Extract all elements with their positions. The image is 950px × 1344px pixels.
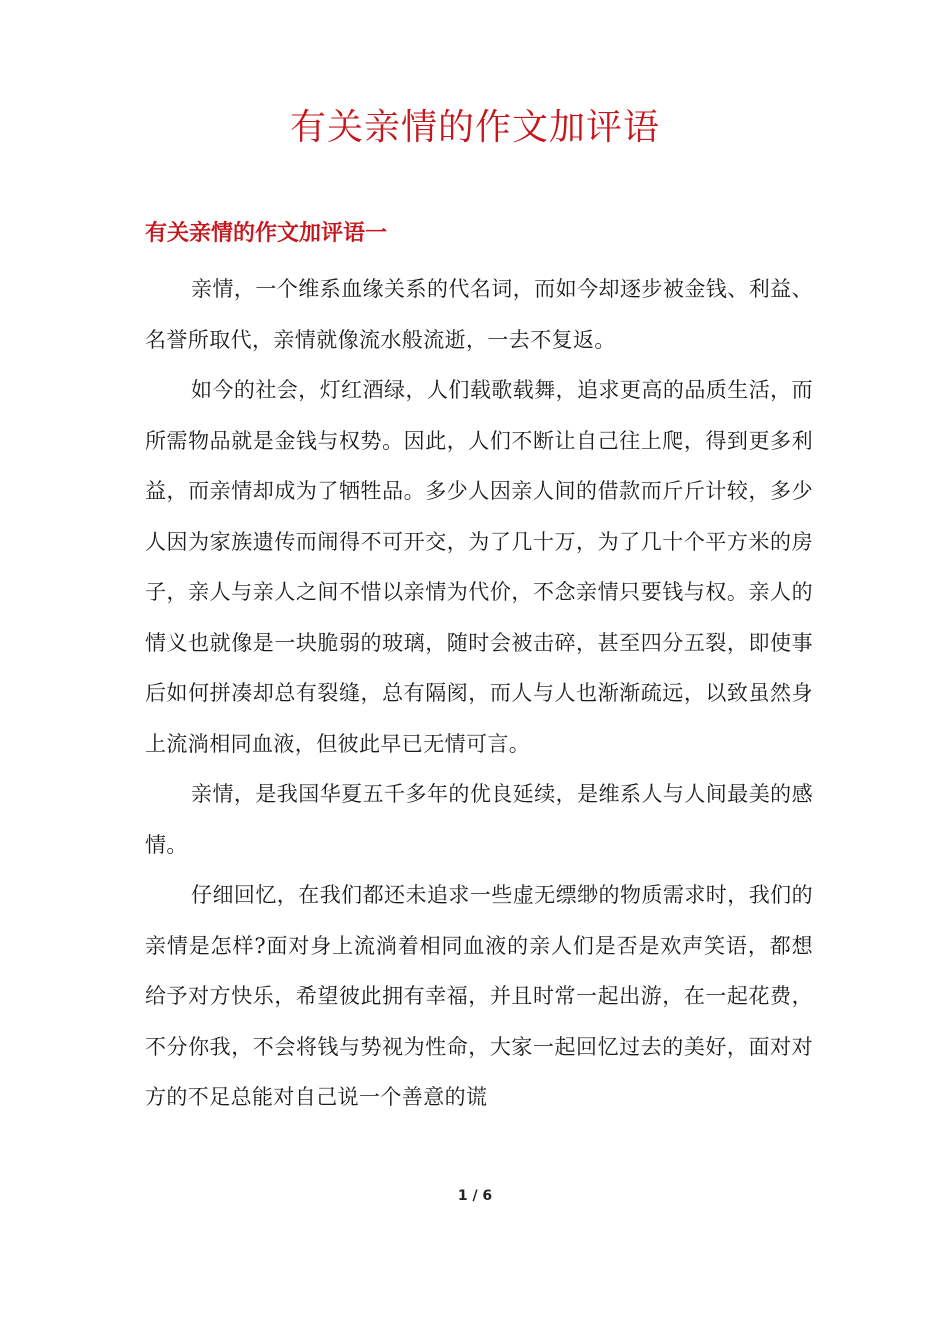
paragraph: 亲情，一个维系血缘关系的代名词，而如今却逐步被金钱、利益、名誉所取代，亲情就像流水般流逝，一去不复返。 bbox=[145, 277, 813, 352]
paragraph: 亲情，是我国华夏五千多年的优良延续，是维系人与人间最美的感情。 bbox=[145, 782, 813, 857]
paragraph: 如今的社会，灯红酒绿，人们载歌载舞，追求更高的品质生活，而所需物品就是金钱与权势。因此，人们不断让自己往上爬，得到更多利益，而亲情却成为了牺牲品。多少人因亲人间的借款而斤斤计较，多少人因为家族遗传而闹得不可开交，为了几十万，为了几十个平方米的房子，亲人与亲人之间不惜以亲情为代价，不念亲情只要钱与权。亲人的情义也就像是一块脆弱的玻璃，随时会被击碎，甚至四分五裂，即使事后如何拼凑却总有裂缝，总有隔阂，而人与人也渐渐疏远，以致虽然身上流淌相同血液，但彼此早已无情可言。 bbox=[145, 378, 813, 756]
section-heading: 有关亲情的作文加评语一 bbox=[145, 221, 388, 246]
page-number: 1 / 6 bbox=[457, 1188, 493, 1204]
document-body bbox=[145, 264, 813, 1123]
document-title: 有关亲情的作文加评语 bbox=[289, 107, 660, 148]
paragraph: 仔细回忆，在我们都还未追求一些虚无缥缈的物质需求时，我们的亲情是怎样?面对身上流淌着相同血液的亲人们是否是欢声笑语，都想给予对方快乐，希望彼此拥有幸福，并且时常一起出游，在一起花费，不分你我，不会将钱与势视为性命，大家一起回忆过去的美好，面对对方的不足总能对自己说一个善意的谎 bbox=[145, 883, 813, 1109]
